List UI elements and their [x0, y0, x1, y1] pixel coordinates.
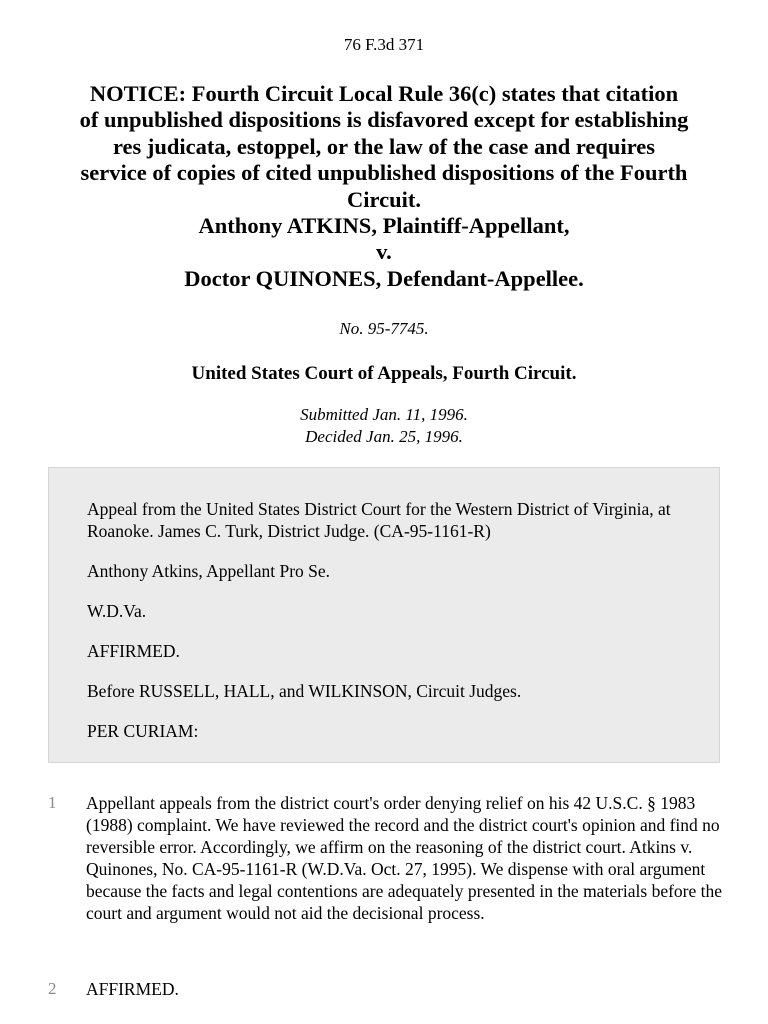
opinion-paragraph [0, 978, 768, 1000]
district-text: W.D.Va. [87, 601, 147, 621]
opinion-paragraph [0, 792, 768, 924]
notice-line: NOTICE: Fourth Circuit Local Rule 36(c) states that citation [89, 81, 679, 106]
appellee-name: Doctor QUINONES, Defendant-Appellee. [184, 265, 584, 291]
paragraph-number: 2 [48, 979, 57, 998]
notice-line: Circuit. [347, 186, 421, 212]
paragraph-text: Appellant appeals from the district court's order denying relief on his 42 U.S.C. § 1983 (1988) complaint. We have reviewed the record and the district court's opinion and find no reversible error. Accordingly, we affirm on the reasoning of the district court. Atkins v. Quinones, No. CA-95-1161-R (W.D.Va. Oct. 27, 1995). We dispense with oral argument because the facts and legal contentions are adequately presented in the materials before the court and argument would not aid the decisional process. [86, 793, 723, 923]
opinion-body [0, 792, 768, 924]
notice-line: service of copies of cited unpublished dispositions of the Fourth [80, 160, 688, 186]
decided-date: Decided Jan. 25, 1996. [305, 427, 463, 446]
panel-text: Before RUSSELL, HALL, and WILKINSON, Circuit Judges. [87, 681, 522, 701]
appellant-name: Anthony ATKINS, Plaintiff-Appellant, [198, 213, 570, 239]
case-dates [0, 404, 768, 448]
submitted-date: Submitted Jan. 11, 1996. [300, 405, 468, 424]
docket-number: No. 95-7745. [339, 319, 429, 338]
versus-label: v. [376, 239, 392, 265]
disposition-text: AFFIRMED. [87, 641, 180, 661]
counsel-text: Anthony Atkins, Appellant Pro Se. [87, 561, 331, 581]
case-heading [40, 81, 728, 292]
case-citation: 76 F.3d 371 [343, 35, 425, 54]
notice-line: res judicata, estoppel, or the law of the case and requires [112, 133, 656, 159]
appeal-from-text: Appeal from the United States District Court for the Western District of Virginia, at Roanoke. James C. Turk, District Judge. (CA-95-1161-R) [87, 499, 671, 541]
author-text: PER CURIAM: [87, 721, 199, 741]
paragraph-number: 1 [48, 793, 57, 812]
court-name: United States Court of Appeals, Fourth Circuit. [191, 363, 577, 384]
prelims-box [48, 467, 720, 763]
paragraph-text: AFFIRMED. [86, 979, 179, 999]
notice-line: of unpublished dispositions is disfavored except for establishing [79, 107, 689, 133]
